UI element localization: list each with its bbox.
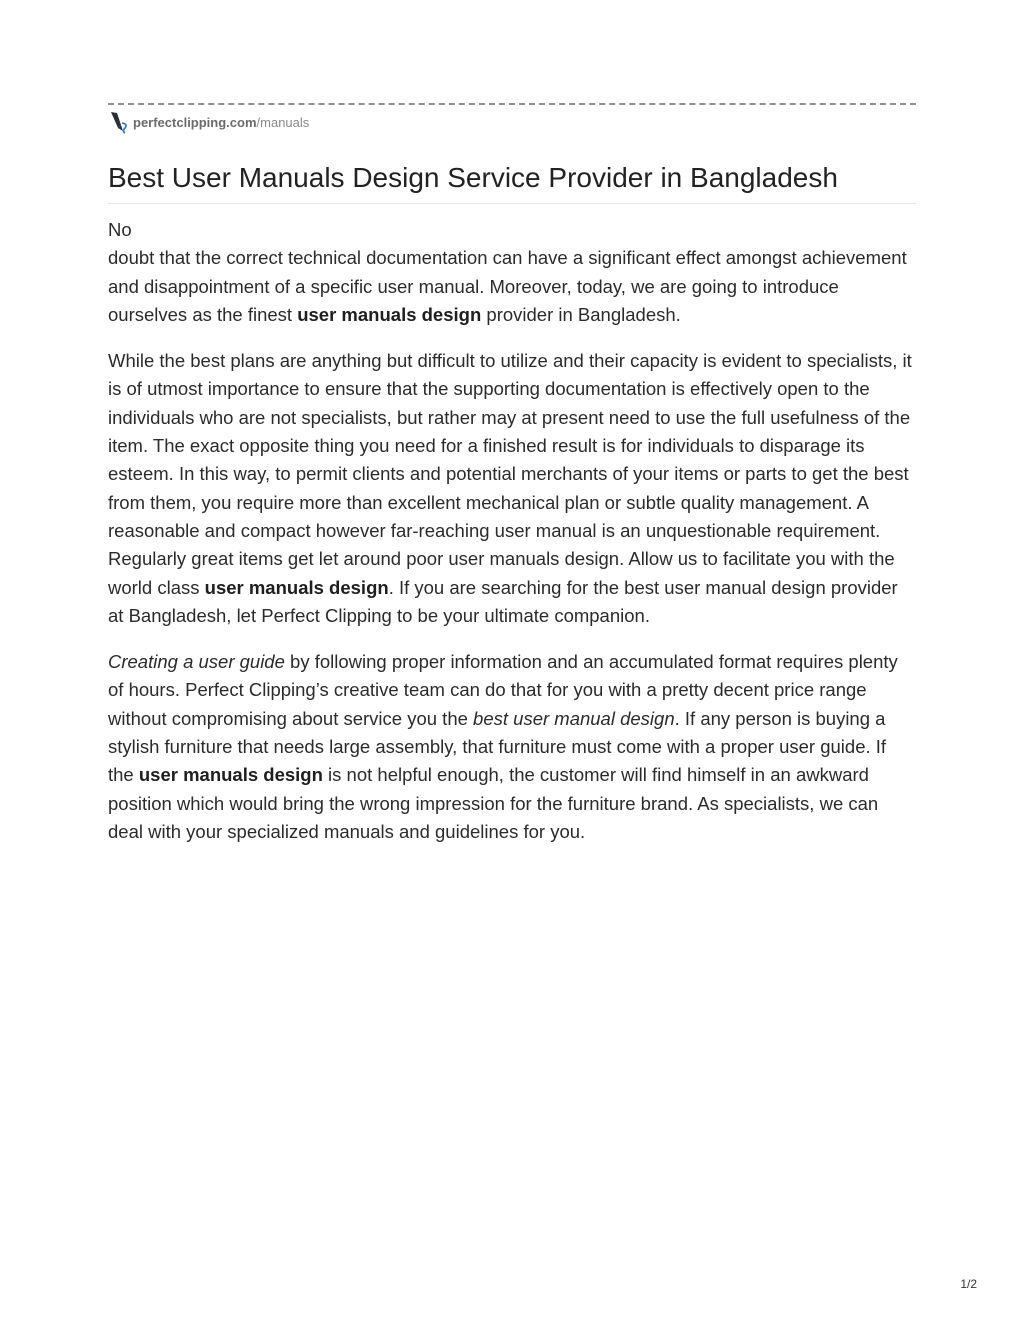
paragraph-intro <box>108 216 916 329</box>
p3-text-1: by following proper information and an accumulated format requires plenty of hours. Perfect Clipping’s creative team can do that for you with a pretty decent price range without compromising about service you the <box>108 651 898 729</box>
intro-bold-keyword: user manuals design <box>297 303 482 325</box>
pen-nib-logo-icon <box>108 110 130 134</box>
source-attribution <box>108 110 309 134</box>
p3-italic-mid: best user manual design <box>473 707 675 729</box>
intro-text-after: provider in Bangladesh. <box>481 303 681 325</box>
p2-text-after: . If you are searching for the best user manual design provider at Bangladesh, let Perfect Clipping to be your ultimate companion. <box>108 576 898 626</box>
header-dashed-divider <box>108 103 916 105</box>
source-domain[interactable]: perfectclipping.com <box>133 114 257 130</box>
source-path[interactable]: /manuals <box>256 114 310 130</box>
p3-bold-keyword: user manuals design <box>138 764 323 786</box>
p3-text-2: . If any person is buying a stylish furniture that needs large assembly, that furniture must come with a proper user guide. If the <box>108 707 887 786</box>
paragraph-two <box>108 347 916 630</box>
intro-first-word: No <box>108 219 132 240</box>
p3-text-3: is not helpful enough, the customer will find himself in an awkward position which would bring the wrong impression for the furniture brand. As specialists, we can deal with your specialized manuals and guidelines for you. <box>108 764 879 842</box>
article-body <box>108 216 916 864</box>
p2-bold-keyword: user manuals design <box>204 576 389 598</box>
intro-text-before: doubt that the correct technical documentation can have a significant effect amongst achievement and disappointment of a specific user manual. Moreover, today, we are going to introduce ourselves as the finest <box>108 247 907 325</box>
title-divider <box>108 203 916 204</box>
paragraph-three <box>108 648 916 846</box>
page-number: 1/2 <box>960 1277 977 1291</box>
page-title: Best User Manuals Design Service Provider in Bangladesh <box>108 162 838 193</box>
p2-text-before: While the best plans are anything but difficult to utilize and their capacity is evident to specialists, it is of utmost importance to ensure that the supporting documentation is effectively open to the individuals who are not specialists, but rather may at present need to use the full usefulness of the item. The exact opposite thing you need for a finished result is for individuals to disparage its esteem. In this way, to permit clients and potential merchants of your items or parts to get the best from them, you require more than excellent mechanical plan or subtle quality management. A reasonable and compact however far-reaching user manual is an unquestionable requirement. Regularly great items get let around poor user manuals design. Allow us to facilitate you with the world class <box>108 350 912 598</box>
p3-italic-start: Creating a user guide <box>108 651 285 673</box>
